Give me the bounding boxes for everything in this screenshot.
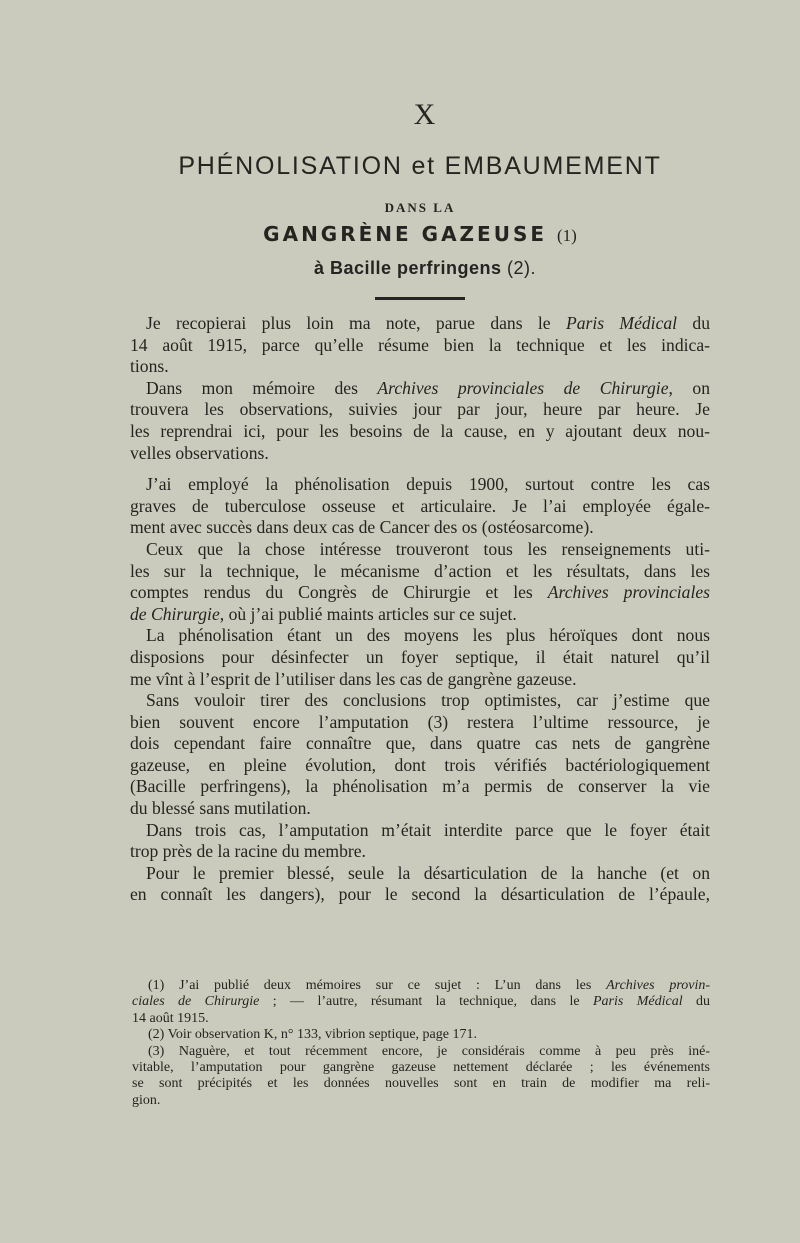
paragraph-1-line: [130, 313, 710, 335]
paragraph-2-line: trouvera les observations, suivies jour par jour, heure par heure. Je: [130, 399, 710, 420]
text-run: Dans mon mémoire des: [146, 377, 378, 398]
title-dans-la: DANS LA: [384, 200, 456, 215]
paragraph-1-line: tions.: [130, 356, 169, 377]
footnote-1-line: [132, 978, 710, 994]
chapter-number: X: [413, 98, 437, 131]
title-bacille: [0, 258, 800, 279]
chapter-title: PHÉNOLISATION et EMBAUMEMENT: [178, 152, 662, 180]
paragraph-3-line: ment avec succès dans deux cas de Cancer des os (ostéosarcome).: [130, 517, 594, 538]
text-run: du: [677, 313, 710, 333]
journal-title: Archives provinciales: [547, 582, 710, 603]
paragraph-3-line: graves de tuberculose osseuse et articulaire. Je l’ai employée égale-: [130, 495, 710, 516]
footnote-1-line: 14 août 1915.: [132, 1010, 209, 1026]
footnote-ref-2: (2).: [507, 258, 537, 278]
footnote-3-line: vitable, l’amputation pour gangrène gazeuse nettement déclarée ; les événements: [132, 1060, 710, 1076]
title-gangrene: [0, 222, 800, 246]
paragraph-4-line: Ceux que la chose intéresse trouveront tous les renseignements uti-: [146, 538, 710, 559]
paragraph-5-line: disposions pour désinfecter un foyer septique, il était naturel qu’il: [130, 646, 710, 667]
title-gangrene-text: GANGRÈNE GAZEUSE: [263, 222, 548, 246]
journal-title: Archives provinciales de Chirurgie: [377, 377, 669, 398]
paragraph-4-line: [130, 582, 710, 604]
text-run: Je recopierai plus loin ma note, parue dans le: [146, 313, 566, 333]
paragraph-2-line: velles observations.: [130, 442, 269, 463]
paragraph-5-line: me vînt à l’esprit de l’utiliser dans les cas de gangrène gazeuse.: [130, 668, 577, 689]
footnote-ref-1: (1): [556, 226, 577, 245]
text-run: du: [682, 994, 710, 1010]
paragraph-6-line: dois cependant faire connaître que, dans quatre cas nets de gangrène: [130, 733, 710, 754]
paragraph-4-line: [130, 604, 710, 626]
text-run: , on: [668, 377, 710, 398]
journal-title: Paris Médical: [592, 994, 683, 1010]
paragraph-8-line: en connaît les dangers), pour le second la désarticulation de l’épaule,: [130, 884, 710, 905]
footnote-2-line: (2) Voir observation K, n° 133, vibrion septique, page 171.: [148, 1027, 477, 1043]
paragraph-2-line: les reprendrai ici, pour les besoins de la cause, en y ajoutant deux nou-: [130, 420, 710, 441]
body-text: [130, 313, 710, 906]
title-rule: [375, 297, 465, 300]
text-run: comptes rendus du Congrès de Chirurgie et les: [130, 582, 548, 603]
journal-title: Paris Médical: [565, 313, 678, 333]
journal-title: Archives provin-: [606, 978, 711, 993]
text-run: ; — l’autre, résumant la technique, dans le: [259, 994, 593, 1010]
paragraph-2-line: [130, 378, 710, 400]
text-run: , où j’ai publié maints articles sur ce sujet.: [219, 603, 517, 624]
paragraph-6-line: bien souvent encore l’amputation (3) restera l’ultime ressource, je: [130, 711, 710, 732]
paragraph-6-line: Sans vouloir tirer des conclusions trop optimistes, car j’estime que: [146, 690, 710, 711]
paragraph-gap: [130, 464, 710, 474]
paragraph-6-line: gazeuse, en pleine évolution, dont trois vérifiés bactériologiquement: [130, 754, 710, 775]
paragraph-4-line: les sur la technique, le mécanisme d’action et les résultats, dans les: [130, 560, 710, 581]
paragraph-5-line: La phénolisation étant un des moyens les plus héroïques dont nous: [146, 625, 710, 646]
paragraph-6-line: du blessé sans mutilation.: [130, 798, 311, 819]
journal-title: de Chirurgie: [130, 603, 220, 624]
paragraph-6-line: (Bacille perfringens), la phénolisation m’a permis de conserver la vie: [130, 776, 710, 797]
paragraph-7-line: Dans trois cas, l’amputation m’était interdite parce que le foyer était: [146, 819, 710, 840]
title-bacille-text: à Bacille perfringens: [313, 258, 502, 278]
paragraph-8-line: Pour le premier blessé, seule la désarticulation de la hanche (et on: [146, 862, 710, 883]
footnote-3-line: se sont précipités et les données nouvelles sont en train de modifier ma reli-: [132, 1076, 710, 1092]
footnote-1-line: [132, 994, 710, 1010]
footnote-3-line: (3) Naguère, et tout récemment encore, je considérais comme à peu près iné-: [148, 1043, 710, 1059]
paragraph-7-line: trop près de la racine du membre.: [130, 841, 366, 862]
paragraph-1-line: 14 août 1915, parce qu’elle résume bien la technique et les indica-: [130, 334, 710, 355]
footnote-3-line: gion.: [132, 1092, 161, 1108]
text-run: (1) J’ai publié deux mémoires sur ce sujet : L’un dans les: [148, 978, 607, 993]
paragraph-3-line: J’ai employé la phénolisation depuis 1900, surtout contre les cas: [146, 474, 710, 495]
footnotes: [132, 978, 710, 1109]
journal-title: ciales de Chirurgie: [132, 994, 260, 1010]
